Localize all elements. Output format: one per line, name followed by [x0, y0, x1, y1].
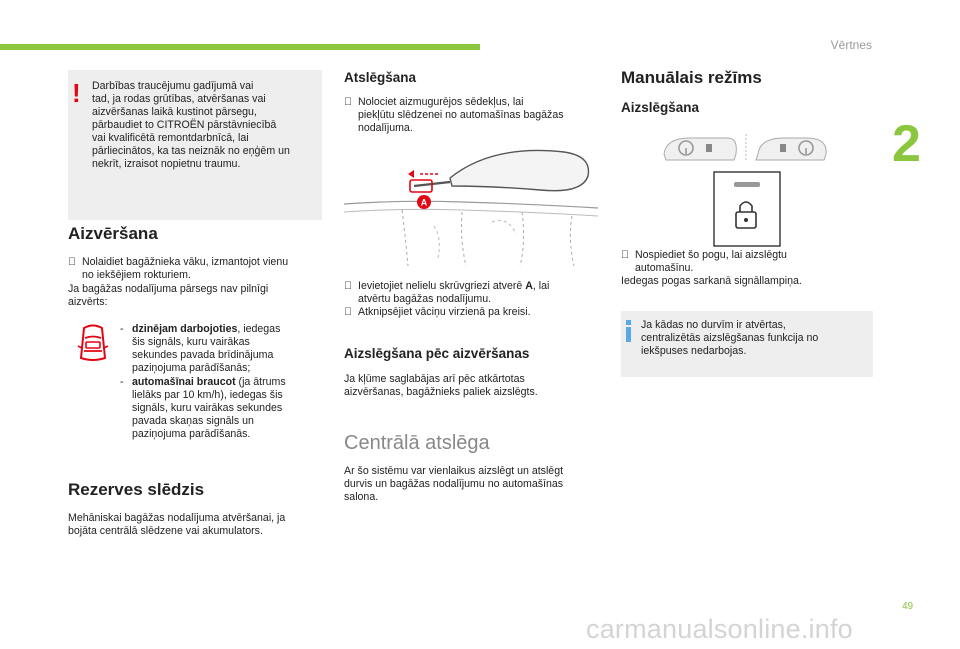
paragraph: Iedegas pogas sarkanā signāllampiņa.	[621, 275, 802, 287]
warning-box	[68, 70, 322, 220]
header-accent-bar	[0, 44, 480, 50]
warning-line: aizvēršanas laikā kustinot pārsegu,	[92, 106, 257, 118]
warning-line: nekrīt, izraisot nopietnu traumu.	[92, 158, 241, 170]
dash-item	[120, 376, 330, 441]
bullet-marker	[621, 249, 629, 262]
bullet-item	[68, 256, 328, 282]
section-title-centrala: Centrālā atslēga	[344, 432, 490, 454]
paragraph-line: Ja kļūme saglabājas arī pēc atkārtotas	[344, 373, 525, 385]
item-text: šis signāls, kuru vairākas	[132, 336, 250, 348]
section-title-atslegsana: Atslēgšana	[344, 70, 417, 85]
bullet-marker	[68, 256, 76, 269]
section-title-rezerves: Rezerves slēdzis	[68, 480, 205, 499]
paragraph	[344, 465, 563, 504]
dash-marker: -	[120, 323, 124, 335]
paragraph	[68, 283, 268, 309]
dash-item	[120, 323, 330, 375]
bullet-text: Nolaidiet bagāžnieka vāku, izmantojot vienu	[82, 256, 289, 268]
paragraph-line: Ar šo sistēmu var vienlaikus aizslēgt un atslēgt	[344, 465, 564, 477]
bullet-marker	[344, 96, 352, 109]
bullet-item	[621, 249, 881, 275]
bullet-text: Nolociet aizmugurējos sēdekļus, lai	[358, 96, 524, 108]
warning-line: vai kvalificētā remontdarbnīcā, lai	[92, 132, 249, 144]
chapter-number: 2	[892, 115, 921, 173]
section-name: Vērtnes	[830, 38, 872, 52]
screwdriver-illustration	[342, 142, 600, 268]
item-text: signāls, kuru vairākas sekundes	[132, 402, 283, 414]
bullet-text: piekļūtu slēdzenei no automašīnas bagāžas	[358, 109, 564, 121]
bold-term: automašīnai braucot	[132, 376, 236, 388]
info-icon	[626, 320, 631, 342]
paragraph-line: bojāta centrālā slēdzene vai akumulators.	[68, 525, 263, 537]
info-box	[621, 311, 873, 377]
item-text: paziņojuma parādīšanās;	[132, 362, 251, 374]
page-number: 49	[902, 601, 914, 612]
info-line: Ja kādas no durvīm ir atvērtas,	[641, 319, 786, 331]
paragraph-line: Ja bagāžas nodalījuma pārsegs nav pilnīgi	[68, 283, 269, 295]
section-title-manualais: Manuālais režīms	[621, 68, 762, 87]
item-text: paziņojuma parādīšanās.	[132, 428, 251, 440]
dash-marker: -	[120, 376, 124, 388]
item-text: pavada skaņas signāls un	[132, 415, 254, 427]
bullet-marker	[344, 280, 352, 293]
warning-line: Darbības traucējumu gadījumā vai	[92, 80, 254, 92]
paragraph-line: aizvēršanas, bagāžnieks paliek aizslēgts.	[344, 386, 538, 398]
item-text: sekundes pavada brīdinājuma	[132, 349, 274, 361]
label-a: A	[420, 197, 428, 208]
info-line: iekšpuses nedarbojas.	[641, 345, 747, 357]
bold-term: dzinējam darbojoties	[132, 323, 238, 335]
bullet-text: no iekšējiem rokturiem.	[82, 269, 191, 281]
bold-term: A	[525, 280, 533, 292]
bullet-text: , lai	[532, 280, 550, 292]
warning-line: pārbaudiet to CITROËN pārstāvniecībā	[92, 119, 277, 131]
paragraph	[344, 373, 538, 399]
paragraph-line: aizvērts:	[68, 296, 108, 308]
central-lock-button-icon	[660, 132, 830, 250]
section-title-aizslegsana-pec: Aizslēgšana pēc aizvēršanas	[344, 346, 530, 361]
item-text: (ja ātrums	[235, 376, 286, 388]
item-text: , iedegas	[237, 323, 281, 335]
paragraph-line: Mehāniskai bagāžas nodalījuma atvēršanai, ja	[68, 512, 286, 524]
paragraph-line: salona.	[344, 491, 379, 503]
item-text: lielāks par 10 km/h), iedegas šis	[132, 389, 283, 401]
paragraph	[68, 512, 285, 538]
paragraph-line: durvis un bagāžas nodalījumu no automašīnas	[344, 478, 564, 490]
bullet-item	[344, 280, 604, 306]
bullet-text: nodalījuma.	[358, 122, 413, 134]
bullet-text: Nospiediet šo pogu, lai aizslēgtu	[635, 249, 787, 261]
warning-line: tad, ja rodas grūtības, atvēršanas vai	[92, 93, 266, 105]
bullet-text: Ievietojiet nelielu skrūvgriezi atverē	[358, 280, 526, 292]
watermark: carmanualsonline.info	[586, 614, 853, 644]
section-title-aizversana: Aizvēršana	[68, 224, 158, 243]
info-line: centralizētās aizslēgšanas funkcija no	[641, 332, 819, 344]
bullet-item	[344, 96, 604, 135]
bullet-text: atvērtu bagāžas nodalījumu.	[358, 293, 492, 305]
bullet-text: automašīnu.	[635, 262, 694, 274]
subsection-title-aizslegsana: Aizslēgšana	[621, 100, 700, 115]
open-boot-warning-icon	[74, 322, 112, 364]
exclamation-icon: !	[72, 78, 81, 108]
bullet-item	[344, 306, 604, 319]
bullet-text: Atknipsējiet vāciņu virzienā pa kreisi.	[358, 306, 531, 318]
bullet-marker	[344, 306, 352, 319]
warning-line: pārliecinātos, ka tas neiznāk no eņģēm un	[92, 145, 290, 157]
